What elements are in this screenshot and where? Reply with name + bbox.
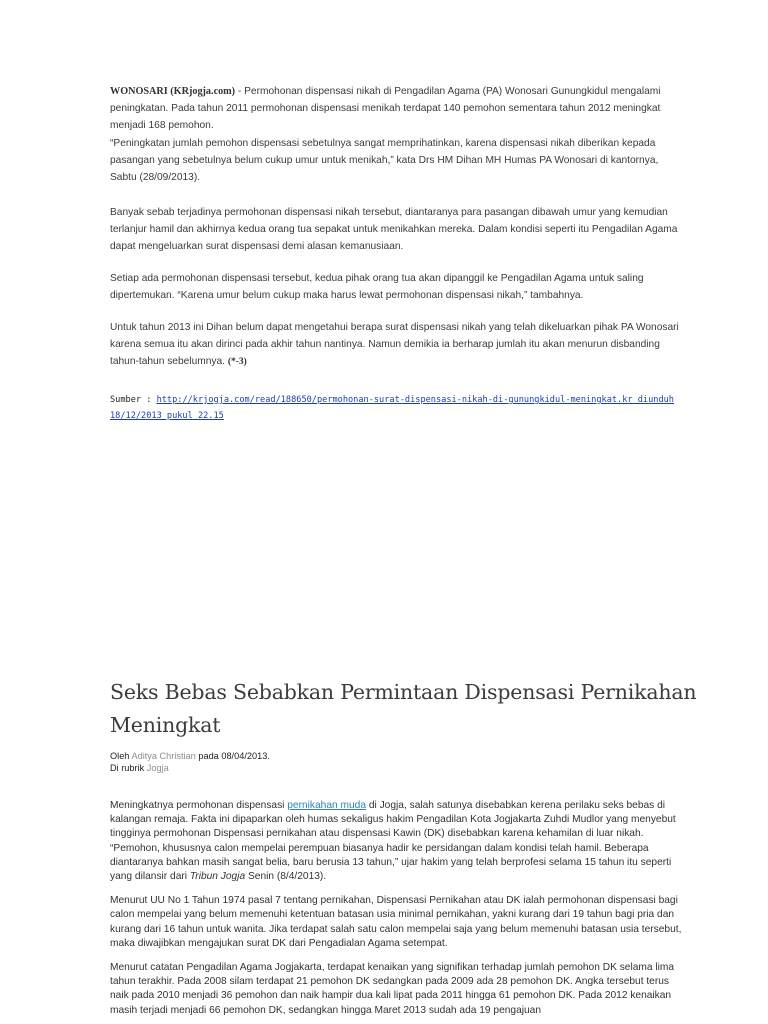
news-paragraph-3 bbox=[110, 270, 682, 304]
news-paragraph-2 bbox=[110, 204, 682, 256]
p2-text-b: Senin (8/4/2013). bbox=[245, 871, 327, 883]
lead-text: - Permohonan dispensasi nikah di Pengadilan Agama (PA) Wonosari Gunungkidul mengalami peningkatan. Pada tahun 2011 permohonan dispensasi menikah terdapat 140 pemohon sementara tahun 2012 meningkat menjadi 168 pemohon. bbox=[110, 86, 661, 132]
para3-text: Setiap ada permohonan dispensasi tersebut, kedua pihak orang tua akan dipanggil ke Pengadilan Agama untuk saling dipertemukan. “Karena umur belum cukup maka harus lewat permohonan dispensasi nikah,” tambahnya. bbox=[110, 273, 644, 302]
p1-text-a: Meningkatnya permohonan dispensasi bbox=[110, 800, 288, 811]
rubric-prefix: Di rubrik bbox=[110, 762, 147, 773]
article-paragraph-2 bbox=[110, 842, 685, 885]
article-meta bbox=[110, 751, 270, 774]
para4-text: Untuk tahun 2013 ini Dihan belum dapat mengetahui berapa surat dispensasi nikah yang telah dikeluarkan pihak PA Wonosari karena semua itu akan dirinci pada akhir tahun nantinya. Namun demikia ia berharap jumlah itu akan menurun disbanding tahun-tahun sebelumnya. bbox=[110, 322, 679, 368]
credit: (*-3) bbox=[227, 357, 247, 368]
p2-text-a: “Pemohon, khususnya calon mempelai perempuan biasanya hadir ke persidangan dalam kondisi telah hamil. Beberapa diantaranya bahkan masih sangat belia, baru berusia 13 tahun,” ujar hakim yang telah berprofesi selama 15 tahun itu seperti yang dilansir dari bbox=[110, 842, 672, 883]
article-title: Seks Bebas Sebabkan Permintaan Dispensasi Pernikahan Meningkat bbox=[110, 680, 697, 737]
source-citation bbox=[110, 392, 690, 424]
news-paragraph-1 bbox=[110, 83, 682, 186]
pernikahan-muda-link[interactable]: pernikahan muda bbox=[287, 800, 366, 811]
para2-text: Banyak sebab terjadinya permohonan dispensasi nikah tersebut, diantaranya para pasangan dibawah umur yang kemudian terlanjur hamil dan akhirnya kedua orang tua sepakat untuk menikahkan mereka. Dalam kondisi seperti itu Pengadilan Agama dapat mengeluarkan surat dispensasi demi alasan kemanusiaan. bbox=[110, 207, 678, 253]
quote-paragraph: “Peningkatan jumlah pemohon dispensasi sebetulnya sangat memprihatinkan, karena dispensasi nikah diberikan kepada pasangan yang sebetulnya belum cukup umur untuk menikah,” kata Drs HM Dihan MH Humas PA Wonosari di kantornya, Sabtu (28/09/2013). bbox=[110, 137, 659, 184]
source-label: Sumber : bbox=[110, 395, 157, 405]
byline bbox=[110, 751, 270, 763]
author-link[interactable]: Aditya Christian bbox=[131, 751, 196, 761]
publish-date: pada 08/04/2013. bbox=[195, 751, 270, 761]
byline-prefix: Oleh bbox=[110, 751, 132, 761]
source-link[interactable]: http://krjogja.com/read/188650/permohonan-surat-dispensasi-nikah-di-gunungkidul-meningkat.kr diunduh 18/12/2013 pukul 22.15 bbox=[110, 395, 674, 421]
rubric-link[interactable]: Jogja bbox=[146, 762, 169, 773]
article-body bbox=[110, 799, 685, 1018]
dateline: WONOSARI (KRjogja.com) bbox=[110, 86, 236, 97]
article-paragraph-1 bbox=[110, 799, 685, 842]
rubric-line bbox=[110, 763, 270, 775]
article-paragraph-4: Menurut catatan Pengadilan Agama Jogjakarta, terdapat kenaikan yang signifikan terhadap jumlah pemohon DK selama lima tahun terakhir. Pada 2008 silam terdapat 21 pemohon DK sedangkan pada 2009 ada 28 pemohon DK. Angka tersebut terus naik pada 2010 menjadi 36 pemohon dan naik hampir dua kali lipat pada 2011 hingga 61 pemohon DK. Pada 2012 kenaikan masih terjadi menjadi 66 pemohon DK, sedangkan hingga Maret 2013 sudah ada 19 pengajuan bbox=[110, 962, 675, 1016]
p1-text-b: di Jogja, salah satunya disebabkan kerena perilaku seks bebas di kalangan remaja. Fakta ini dipaparkan oleh humas sekaligus hakim Pengadilan Kota Jogjakarta Zuhdi Mudlor yang menyebut tingginya permohonan Dispensasi pernikahan atau dispensasi Kawin (DK) disebabkan karena kehamilan di luar nikah. bbox=[110, 800, 676, 840]
news-paragraph-4 bbox=[110, 319, 682, 372]
article-paragraph-3: Menurut UU No 1 Tahun 1974 pasal 7 tentang pernikahan, Dispensasi Pernikahan atau DK ialah permohonan dispensasi bagi calon mempelai yang belum memenuhi ketentuan batasan usia minimal pernikahan, yakni kurang dari 19 tahun bagi pria dan kurang dari 16 tahun untuk wanita. Jika terdapat salah satu calon mempelai saja yang belum memenuhi batasan usia tersebut, maka diwajibkan mengajukan surat DK dari Pengadialan Agama setempat. bbox=[110, 895, 682, 949]
tribun-jogja-text: Tribun Jogja bbox=[189, 871, 246, 883]
